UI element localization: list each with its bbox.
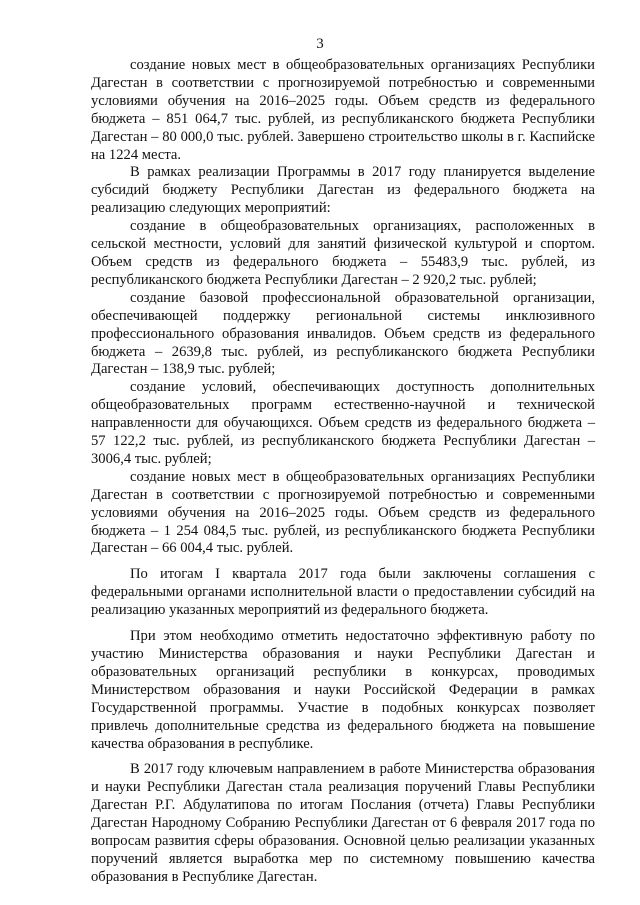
- paragraph-q1-agreements: По итогам I квартала 2017 года были заключены соглашения с федеральными органами исполнительной власти о предоставлении субсидий на реализацию указанных мероприятий из федерального бюджета.: [91, 566, 595, 619]
- paragraph-new-school-places-2017: создание новых мест в общеобразовательных организациях Республики Дагестан в соответствии с прогнозируемой потребностью и современными условиями обучения на 2016–2025 годы. Объем средств из федерального бюджета – 1 254 084,5 тыс. рублей, из республиканского бюджета Республики Дагестан – 66 004,4 тыс. рублей.: [91, 468, 595, 557]
- page-number: 3: [316, 36, 324, 52]
- paragraph-additional-programs: создание условий, обеспечивающих доступность дополнительных общеобразовательных программ естественно-научной и технической направленности для обучающихся. Объем средств из федерального бюджета – 57 122,2 тыс. рублей, из республиканского бюджета Республики Дагестан – 3006,4 тыс. рублей;: [91, 379, 595, 467]
- paragraph-program-2017: В рамках реализации Программы в 2017 году планируется выделение субсидий бюджету Республики Дагестан из федерального бюджета на реализацию следующих мероприятий:: [91, 164, 595, 217]
- paragraph-competition-participation: При этом необходимо отметить недостаточно эффективную работу по участию Министерства образования и науки Республики Дагестан и образовательных организаций республики в конкурсах, проводимых Министерством образования и науки Российской Федерации в рамках Государственной программы. Участие в подобных конкурсах позволяет привлечь дополнительные средства из федерального бюджета на повышение качества образования в республике.: [91, 628, 595, 752]
- paragraph-inclusive-education: создание базовой профессиональной образовательной организации, обеспечивающей поддержку региональной системы инклюзивного профессионального образования инвалидов. Объем средств из федерального бюджета – 2639,8 тыс. рублей, из республиканского бюджета Республики Дагестан – 138,9 тыс. рублей;: [91, 289, 595, 378]
- document-body: [91, 57, 595, 887]
- paragraph-key-direction-2017: В 2017 году ключевым направлением в работе Министерства образования и науки Республики Дагестан стала реализация поручений Главы Республики Дагестан Р.Г. Абдулатипова по итогам Послания (отчета) Главы Республики Дагестан Народному Собранию Республики Дагестан от 6 февраля 2017 года по вопросам развития сферы образования. Основной целью реализации указанных поручений является выработка мер по системному повышению качества образования в Республике Дагестан.: [91, 761, 595, 885]
- paragraph-rural-sport-conditions: создание в общеобразовательных организациях, расположенных в сельской местности, условий для занятий физической культурой и спортом. Объем средств из федерального бюджета – 55483,9 тыс. рублей, из республиканского бюджета Республики Дагестан – 2 920,2 тыс. рублей;: [91, 218, 595, 288]
- paragraph-new-school-places: создание новых мест в общеобразовательных организациях Республики Дагестан в соответствии с прогнозируемой потребностью и современными условиями обучения на 2016–2025 годы. Объем средств из федерального бюджета – 851 064,7 тыс. рублей, из республиканского бюджета Республики Дагестан – 80 000,0 тыс. рублей. Завершено строительство школы в г. Каспийске на 1224 места.: [91, 57, 595, 163]
